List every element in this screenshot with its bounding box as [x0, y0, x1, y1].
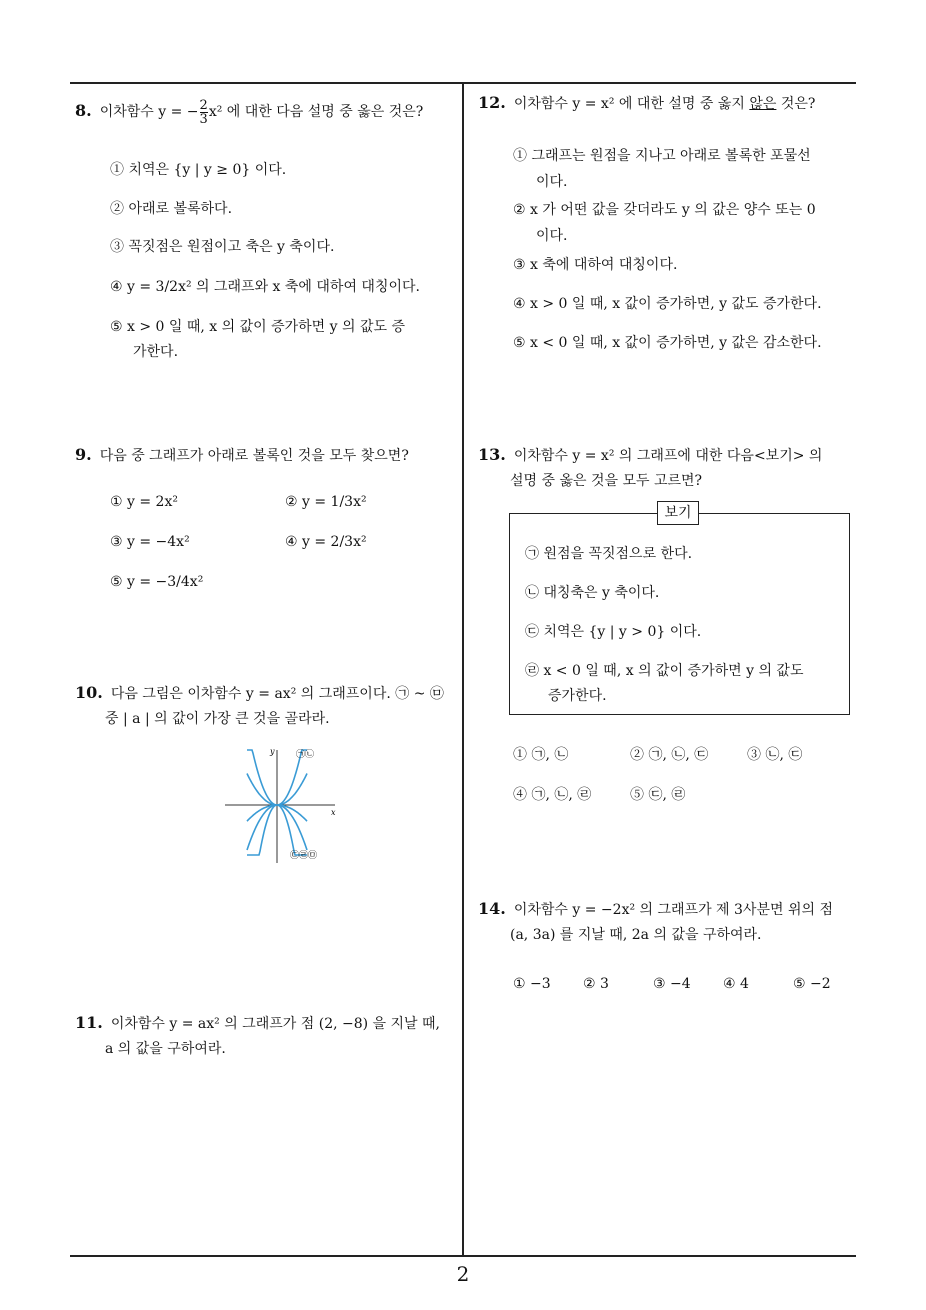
option[interactable]: ③ x 축에 대하여 대칭이다.	[513, 257, 678, 273]
option[interactable]: ① 치역은 {y | y ≥ 0} 이다.	[110, 162, 287, 178]
box-item: ㉢ 치역은 {y | y > 0} 이다.	[525, 624, 702, 640]
column-divider	[462, 82, 464, 1256]
curve-label-bottom: ㉢㉣㉤	[290, 851, 318, 861]
numerator: 2	[199, 97, 208, 113]
denominator: 3	[199, 111, 208, 127]
question-number: 12.	[478, 93, 506, 112]
question-number: 14.	[478, 899, 506, 918]
question-8-suffix: x² 에 대한 다음 설명 중 옳은 것은?	[208, 104, 424, 120]
option[interactable]: ⑤ −2	[793, 976, 831, 992]
question-11-stem	[75, 1010, 440, 1037]
option[interactable]: ④ y = 3/2x² 의 그래프와 x 축에 대하여 대칭이다.	[110, 279, 420, 295]
option-continuation: 가한다.	[133, 344, 179, 360]
question-number: 13.	[478, 445, 506, 464]
option[interactable]: ② 3	[583, 976, 609, 992]
option[interactable]: ① −3	[513, 976, 551, 992]
y-axis-label: y	[270, 747, 275, 756]
option[interactable]: ② ㉠, ㉡, ㉢	[630, 747, 709, 763]
question-14-stem	[478, 896, 833, 923]
question-8-prefix: 이차함수 y = −	[99, 104, 199, 120]
option[interactable]: ⑤ x > 0 일 때, x 의 값이 증가하면 y 의 값도 증	[110, 319, 406, 335]
fraction	[200, 99, 208, 126]
bottom-rule	[70, 1255, 856, 1257]
option[interactable]: ⑤ ㉢, ㉣	[630, 787, 686, 803]
option[interactable]: ④ 4	[723, 976, 749, 992]
option[interactable]: ④ x > 0 일 때, x 값이 증가하면, y 값도 증가한다.	[513, 296, 822, 312]
box-item: ㉣ x < 0 일 때, x 의 값이 증가하면 y 의 값도	[525, 663, 804, 679]
question-9-text: 다음 중 그래프가 아래로 볼록인 것을 모두 찾으면?	[99, 448, 409, 464]
option[interactable]: ③ 꼭짓점은 원점이고 축은 y 축이다.	[110, 239, 335, 255]
question-11-line1: 이차함수 y = ax² 의 그래프가 점 (2, −8) 을 지날 때,	[110, 1016, 440, 1032]
option[interactable]: ① 그래프는 원점을 지나고 아래로 볼록한 포물선	[513, 148, 811, 164]
question-12-text-a: 이차함수 y = x² 에 대한 설명 중 옳지	[513, 96, 750, 112]
box-item: ㉡ 대칭축은 y 축이다.	[525, 585, 660, 601]
question-13-line2: 설명 중 옳은 것을 모두 고르면?	[510, 473, 703, 489]
question-8-stem	[75, 98, 423, 126]
question-14-line1: 이차함수 y = −2x² 의 그래프가 제 3사분면 위의 점	[513, 902, 833, 918]
option[interactable]: ② x 가 어떤 값을 갖더라도 y 의 값은 양수 또는 0	[513, 202, 816, 218]
option[interactable]: ① ㉠, ㉡	[513, 747, 569, 763]
box-item: ㉠ 원점을 꼭짓점으로 한다.	[525, 546, 693, 562]
option[interactable]: ③ −4	[653, 976, 691, 992]
example-box-title: 보기	[657, 501, 699, 525]
question-number: 8.	[75, 101, 92, 120]
option[interactable]: ② y = 1/3x²	[285, 494, 367, 510]
question-13-stem	[478, 442, 822, 469]
option[interactable]: ② 아래로 볼록하다.	[110, 201, 233, 217]
question-number: 11.	[75, 1013, 103, 1032]
option[interactable]: ⑤ x < 0 일 때, x 값이 증가하면, y 값은 감소한다.	[513, 335, 822, 351]
option[interactable]: ① y = 2x²	[110, 494, 178, 510]
question-12-underlined: 않은	[749, 96, 777, 112]
question-number: 10.	[75, 683, 103, 702]
question-14-line2: (a, 3a) 를 지날 때, 2a 의 값을 구하여라.	[510, 927, 762, 943]
page-number: 2	[456, 1262, 470, 1286]
question-10-line1: 다음 그림은 이차함수 y = ax² 의 그래프이다. ㉠ ~ ㉤	[110, 686, 444, 702]
option[interactable]: ④ y = 2/3x²	[285, 534, 367, 550]
question-12-stem	[478, 90, 815, 117]
question-number: 9.	[75, 445, 92, 464]
question-9-stem	[75, 442, 409, 469]
x-axis-label: x	[331, 808, 336, 817]
question-10-line2: 중 | a | 의 값이 가장 큰 것을 골라라.	[105, 711, 330, 727]
question-12-text-b: 것은?	[776, 96, 816, 112]
option[interactable]: ④ ㉠, ㉡, ㉣	[513, 787, 592, 803]
option[interactable]: ③ y = −4x²	[110, 534, 190, 550]
question-11-line2: a 의 값을 구하여라.	[105, 1041, 226, 1057]
box-item-continuation: 증가한다.	[548, 688, 607, 704]
curve-label-top: ㉠㉡	[296, 750, 315, 760]
parabola-graph	[220, 745, 345, 865]
question-10-stem	[75, 680, 444, 707]
option[interactable]: ⑤ y = −3/4x²	[110, 574, 204, 590]
option-continuation: 이다.	[536, 174, 568, 190]
option[interactable]: ③ ㉡, ㉢	[747, 747, 803, 763]
option-continuation: 이다.	[536, 228, 568, 244]
question-13-line1: 이차함수 y = x² 의 그래프에 대한 다음<보기> 의	[513, 448, 823, 464]
